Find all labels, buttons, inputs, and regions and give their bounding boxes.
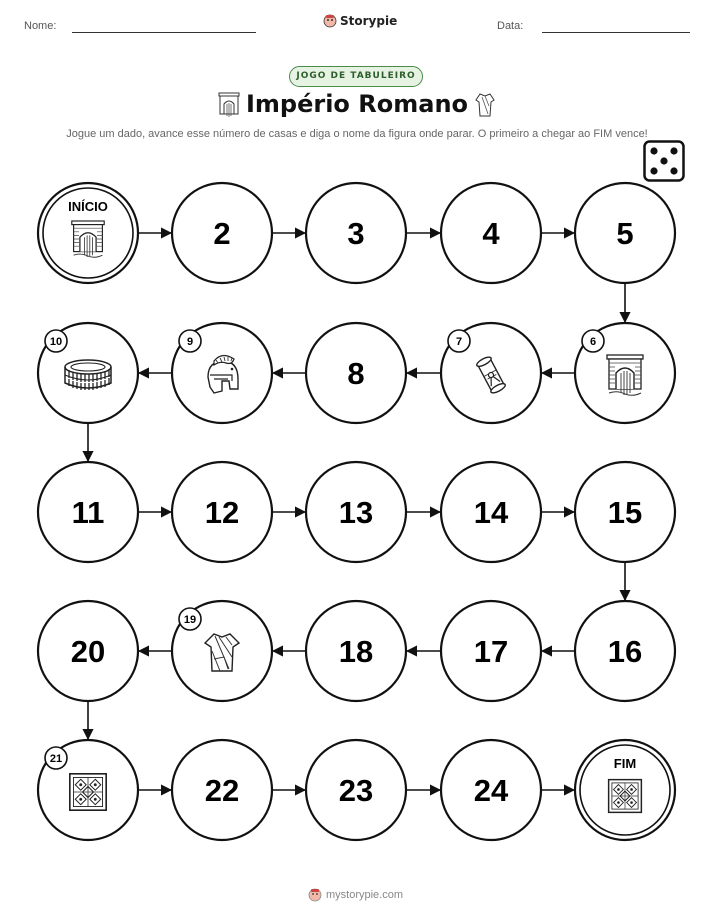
board-square-10[interactable] [38, 323, 138, 423]
board-square-11[interactable] [38, 462, 138, 562]
board-square-24[interactable] [441, 740, 541, 840]
end-label: FIM [613, 756, 637, 771]
board-square-9[interactable] [172, 323, 272, 423]
name-label: Nome: [24, 20, 57, 32]
square-number: 15 [607, 495, 643, 530]
square-number: 3 [347, 216, 365, 251]
square-number: 8 [347, 356, 365, 391]
square-number: 20 [70, 634, 106, 669]
mosaic-icon [70, 774, 106, 810]
footer [308, 888, 403, 902]
square-number: 13 [338, 495, 374, 530]
board-square-22[interactable] [172, 740, 272, 840]
square-number: 4 [482, 216, 500, 251]
square-number: 11 [71, 495, 105, 530]
square-number: 5 [616, 216, 634, 251]
board-square-4[interactable] [441, 183, 541, 283]
board-squares [38, 183, 675, 840]
storypie-mascot-icon [308, 888, 322, 902]
square-number: 6 [589, 336, 597, 348]
board-square-6[interactable] [575, 323, 675, 423]
board-square-5[interactable] [575, 183, 675, 283]
page-title: Império Romano [245, 90, 469, 118]
square-number: 9 [186, 336, 194, 348]
brand-name: Storypie [340, 14, 398, 28]
square-number: 2 [213, 216, 231, 251]
square-number: 14 [473, 495, 509, 530]
mosaic-icon [609, 780, 642, 813]
board-square-12[interactable] [172, 462, 272, 562]
board-square-13[interactable] [306, 462, 406, 562]
board-square-3[interactable] [306, 183, 406, 283]
game-type-badge: JOGO DE TABULEIRO [289, 66, 423, 87]
board-square-15[interactable] [575, 462, 675, 562]
square-number: 12 [204, 495, 240, 530]
board-square-16[interactable] [575, 601, 675, 701]
square-number: 22 [204, 773, 240, 808]
aqueduct-icon [72, 221, 104, 257]
board-square-23[interactable] [306, 740, 406, 840]
board-square-2[interactable] [172, 183, 272, 283]
end-square[interactable] [575, 740, 675, 840]
square-number: 18 [338, 634, 374, 669]
footer-url[interactable]: mystorypie.com [326, 889, 404, 901]
board-square-20[interactable] [38, 601, 138, 701]
board-square-7[interactable] [441, 323, 541, 423]
board-square-17[interactable] [441, 601, 541, 701]
square-number: 23 [338, 773, 374, 808]
board-square-21[interactable] [38, 740, 138, 840]
board-square-18[interactable] [306, 601, 406, 701]
start-label: INÍCIO [68, 199, 108, 214]
date-label: Data: [497, 20, 524, 32]
instructions-text: Jogue um dado, avance esse número de casas e diga o nome da figura onde parar. O primeiro a chegar ao FIM vence! [66, 128, 648, 140]
aqueduct-icon [607, 355, 643, 395]
square-number: 24 [473, 773, 509, 808]
board-square-14[interactable] [441, 462, 541, 562]
start-square[interactable] [38, 183, 138, 283]
square-number: 16 [607, 634, 643, 669]
square-number: 17 [473, 634, 509, 669]
square-number: 21 [49, 753, 63, 765]
board-square-19[interactable] [172, 601, 272, 701]
square-number: 19 [183, 614, 197, 626]
square-number: 10 [49, 336, 63, 348]
square-number: 7 [455, 336, 463, 348]
board-square-8[interactable] [306, 323, 406, 423]
